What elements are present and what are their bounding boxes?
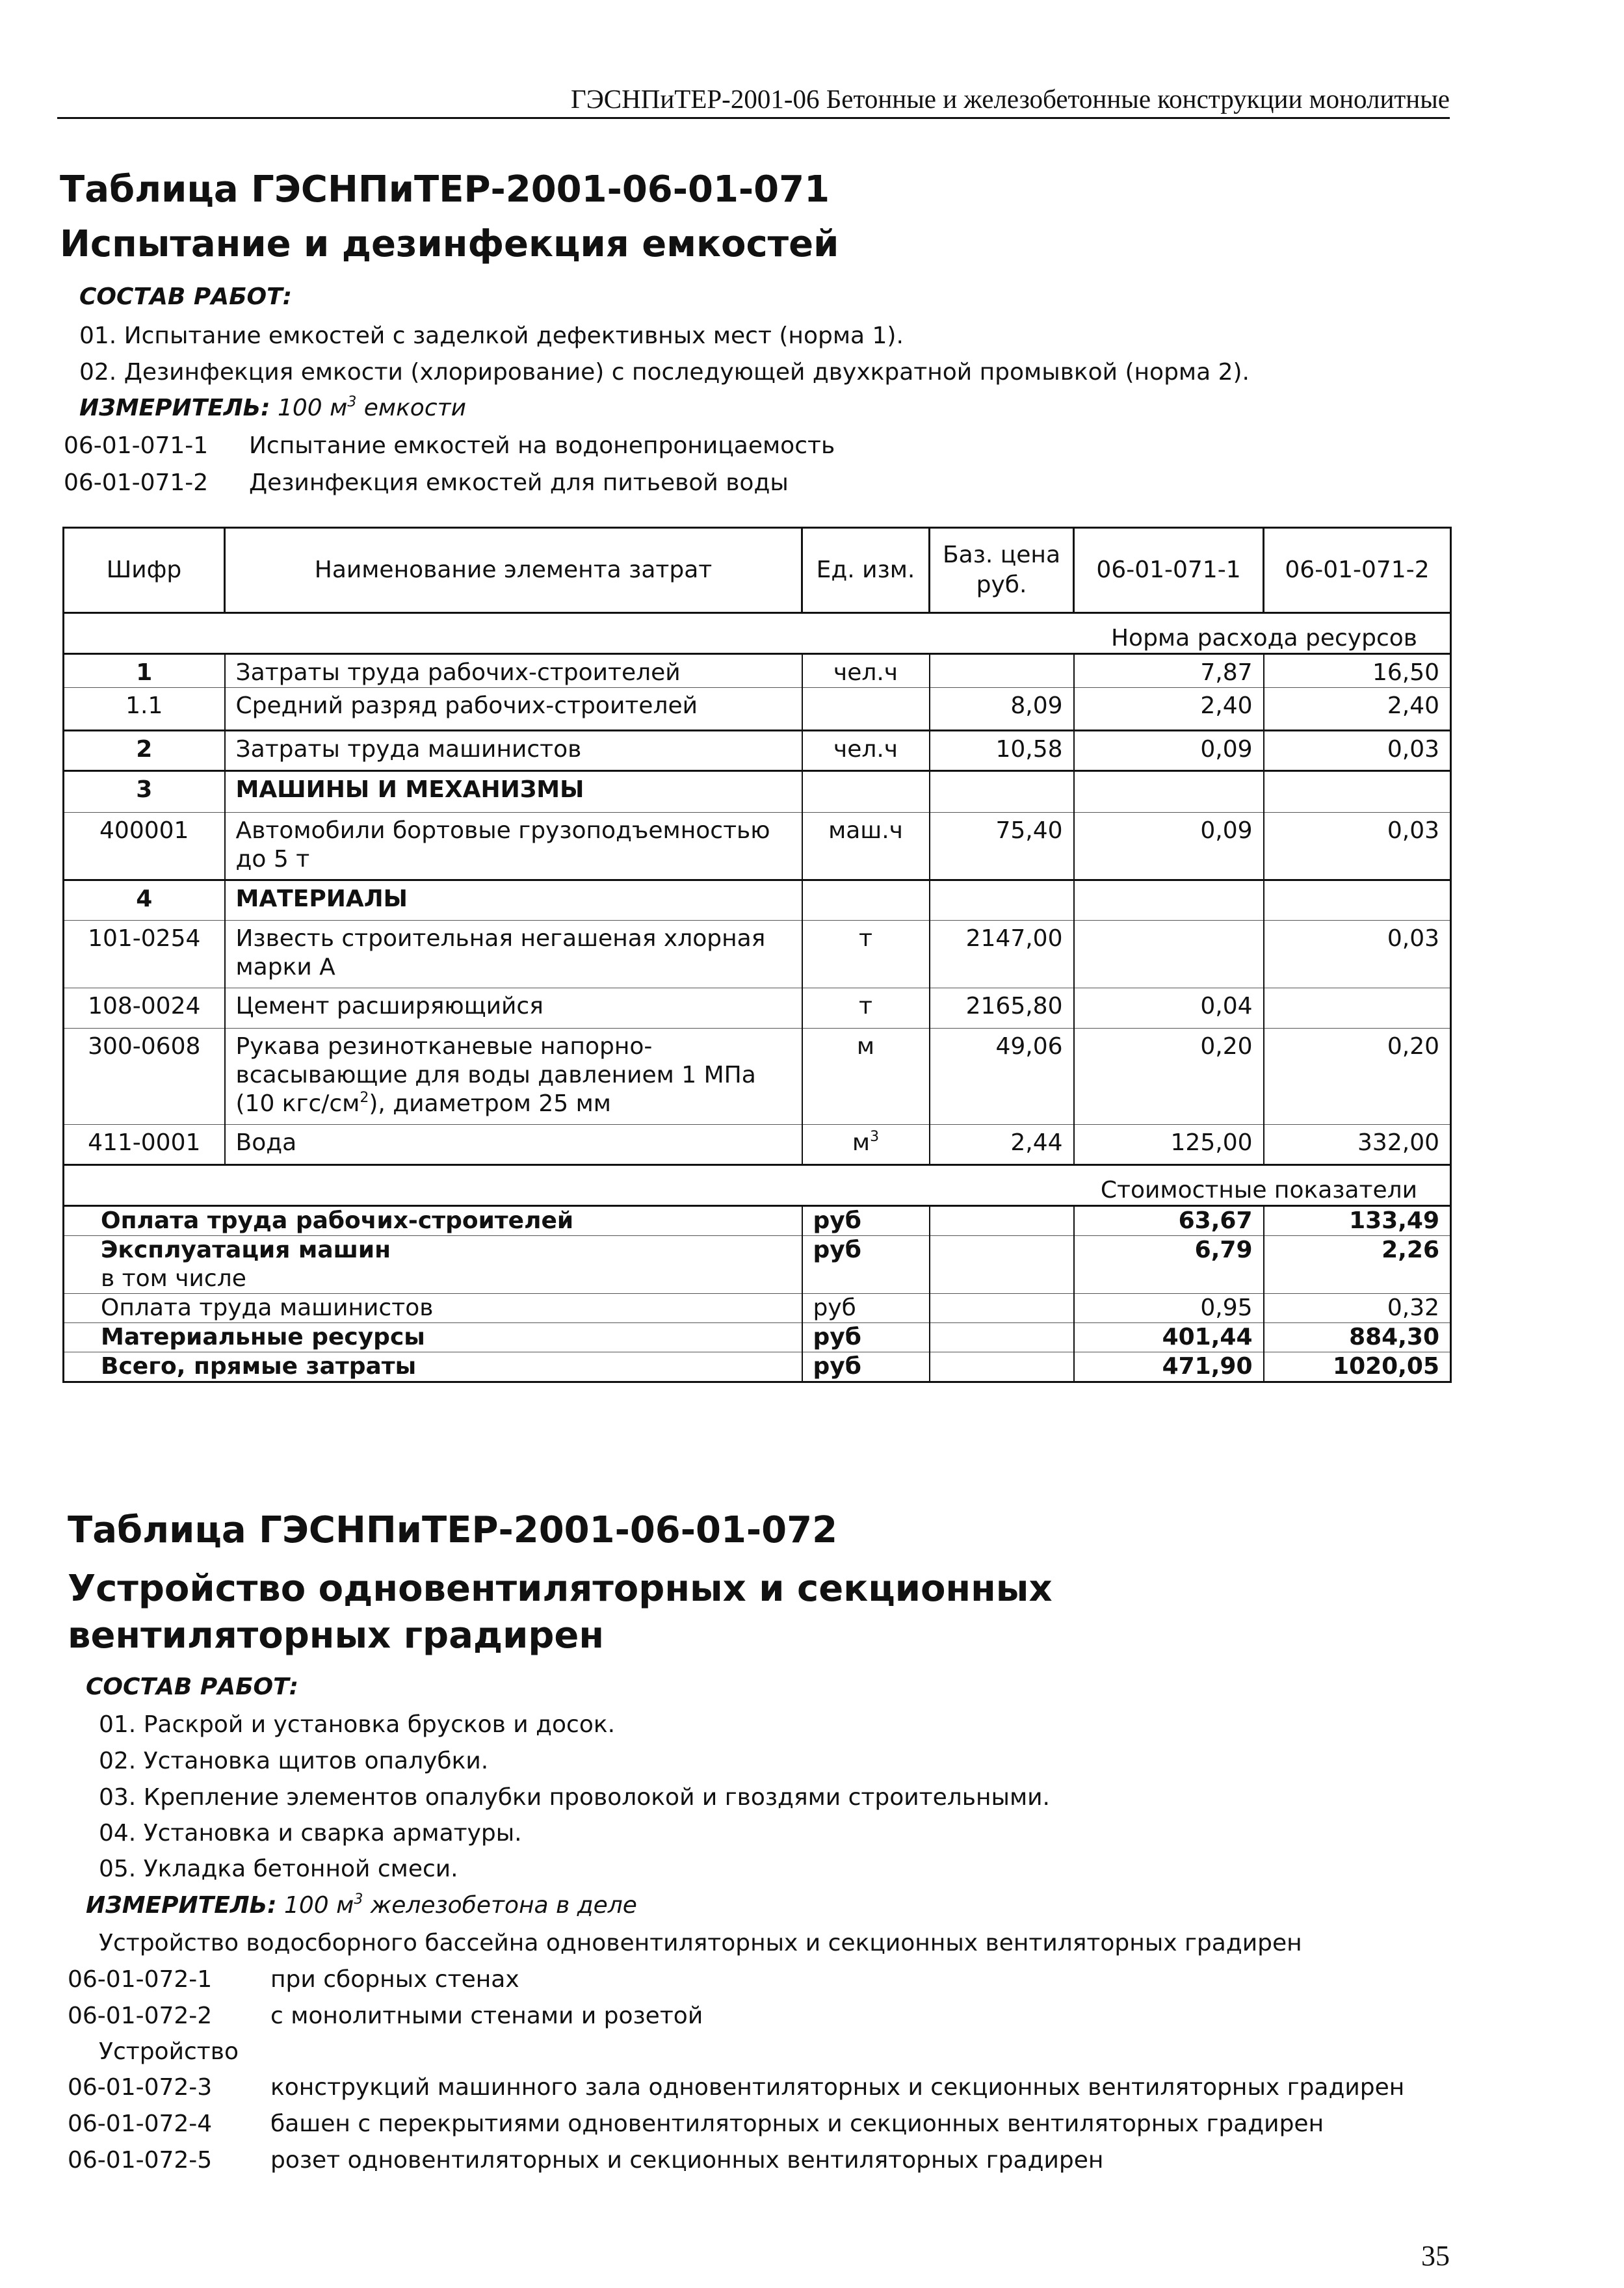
cost-value-1: 6,79: [1074, 1236, 1264, 1265]
row-code: 400001: [64, 813, 225, 880]
table-row: [64, 731, 1451, 771]
row-value-2: 0,03: [1264, 731, 1451, 771]
cost-name: в том числе: [64, 1265, 802, 1294]
table-row: [64, 880, 1451, 921]
norm-text: при сборных стенах: [270, 1966, 519, 1993]
row-code: 108-0024: [64, 988, 225, 1029]
row-code: 2: [64, 731, 225, 771]
row-name: МАШИНЫ И МЕХАНИЗМЫ: [225, 771, 802, 813]
row-unit-sup: 3: [870, 1129, 880, 1145]
row-value-2: 332,00: [1264, 1125, 1451, 1165]
table-row: [64, 654, 1451, 688]
row-unit: [802, 688, 930, 731]
cost-value-2: [1264, 1265, 1451, 1294]
cost-unit: руб: [802, 1352, 930, 1382]
work-item-071-2: 02. Дезинфекция емкости (хлорирование) с последующей двухкратной промывкой (норма 2).: [79, 359, 1250, 386]
norm-group-heading: Устройство: [99, 2038, 239, 2065]
cost-unit: руб: [802, 1323, 930, 1352]
table-row: [64, 921, 1451, 988]
measure-suffix: железобетона в деле: [363, 1892, 637, 1919]
cost-name: Материальные ресурсы: [64, 1323, 802, 1352]
table-row: [64, 688, 1451, 731]
row-name: Затраты труда рабочих-строителей: [225, 654, 802, 688]
cost-value-1: [1074, 1265, 1264, 1294]
row-unit: чел.ч: [802, 731, 930, 771]
cost-value-1: 471,90: [1074, 1352, 1264, 1382]
cost-value-1: 63,67: [1074, 1206, 1264, 1236]
work-item-072-2: 02. Установка щитов опалубки.: [99, 1748, 489, 1774]
row-price: 2,44: [930, 1125, 1074, 1165]
row-price: [930, 654, 1074, 688]
cost-name: Оплата труда машинистов: [64, 1294, 802, 1323]
table-row: [64, 1125, 1451, 1165]
header-norm-1: 06-01-071-1: [1074, 528, 1264, 613]
measure-071: [79, 395, 466, 421]
works-label-072: СОСТАВ РАБОТ:: [86, 1674, 299, 1700]
cost-price: [930, 1236, 1074, 1265]
cost-value-2: 1020,05: [1264, 1352, 1451, 1382]
row-unit: чел.ч: [802, 654, 930, 688]
measure-suffix: емкости: [356, 395, 466, 421]
cost-price: [930, 1323, 1074, 1352]
row-unit-base: м: [852, 1129, 871, 1156]
row-value-1: 125,00: [1074, 1125, 1264, 1165]
norm-text: Испытание емкостей на водонепроницаемость: [249, 432, 835, 459]
cost-price: [930, 1206, 1074, 1236]
row-name: Цемент расширяющийся: [225, 988, 802, 1029]
row-name: Известь строительная негашеная хлорная марки А: [225, 921, 802, 988]
cost-unit: руб: [802, 1206, 930, 1236]
cost-value-2: 133,49: [1264, 1206, 1451, 1236]
row-code: 411-0001: [64, 1125, 225, 1165]
works-label-071: СОСТАВ РАБОТ:: [79, 283, 293, 310]
cost-caption: Стоимостные показатели: [64, 1165, 1451, 1206]
row-name-part-b: ), диаметром 25 мм: [369, 1090, 611, 1117]
table-row: [64, 771, 1451, 813]
work-item-072-1: 01. Раскрой и установка брусков и досок.: [99, 1711, 616, 1738]
table-header-row: [64, 528, 1451, 613]
row-value-2: 2,40: [1264, 688, 1451, 731]
norm-code: 06-01-072-4: [68, 2110, 213, 2137]
norm-text: розет одновентиляторных и секционных вентиляторных градирен: [270, 2147, 1104, 2174]
table-row: [64, 813, 1451, 880]
row-value-1: 0,09: [1074, 731, 1264, 771]
cost-value-1: 401,44: [1074, 1323, 1264, 1352]
norm-code: 06-01-071-1: [64, 432, 209, 459]
row-code: 101-0254: [64, 921, 225, 988]
norm-code: 06-01-072-2: [68, 2003, 213, 2029]
row-code: 1: [64, 654, 225, 688]
row-price: [930, 771, 1074, 813]
row-price: [930, 880, 1074, 921]
table-071-title: Таблица ГЭСНПиТЕР-2001-06-01-071: [60, 168, 830, 211]
row-value-1: [1074, 771, 1264, 813]
row-unit: [802, 880, 930, 921]
cost-value-2: 884,30: [1264, 1323, 1451, 1352]
row-unit: м: [802, 1029, 930, 1125]
table-row: [64, 988, 1451, 1029]
row-name-part-a: Рукава резинотканевые напорно-всасывающие для воды давлением 1 МПа (10 кгс/см: [235, 1033, 756, 1117]
resource-norm-table: [62, 527, 1452, 1383]
row-name: Средний разряд рабочих-строителей: [225, 688, 802, 731]
cost-unit: руб: [802, 1294, 930, 1323]
cost-value-2: 2,26: [1264, 1236, 1451, 1265]
measure-prefix: 100 м: [283, 1892, 354, 1919]
row-code: 300-0608: [64, 1029, 225, 1125]
table-row: [64, 1029, 1451, 1125]
work-item-071-1: 01. Испытание емкостей с заделкой дефективных мест (норма 1).: [79, 322, 904, 349]
row-value-2: [1264, 880, 1451, 921]
header-norm-2: 06-01-071-2: [1264, 528, 1451, 613]
cost-price: [930, 1294, 1074, 1323]
measure-sup: 3: [347, 394, 357, 410]
row-value-1: 2,40: [1074, 688, 1264, 731]
row-price: 2165,80: [930, 988, 1074, 1029]
row-value-2: 0,03: [1264, 813, 1451, 880]
cost-row: [64, 1352, 1451, 1382]
cost-unit: руб: [802, 1236, 930, 1265]
row-name: Вода: [225, 1125, 802, 1165]
row-unit: т: [802, 921, 930, 988]
row-value-1: 7,87: [1074, 654, 1264, 688]
header-name: Наименование элемента затрат: [225, 528, 802, 613]
row-code: 1.1: [64, 688, 225, 731]
row-value-1: 0,09: [1074, 813, 1264, 880]
header-divider: [57, 117, 1450, 119]
norm-code: 06-01-071-2: [64, 469, 209, 496]
row-price: 49,06: [930, 1029, 1074, 1125]
norm-code: 06-01-072-5: [68, 2147, 213, 2174]
work-item-072-3: 03. Крепление элементов опалубки проволокой и гвоздями строительными.: [99, 1784, 1050, 1811]
cost-name: Эксплуатация машин: [64, 1236, 802, 1265]
row-value-2: 0,03: [1264, 921, 1451, 988]
header-unit: Ед. изм.: [802, 528, 930, 613]
cost-caption-row: [64, 1165, 1451, 1206]
cost-price: [930, 1352, 1074, 1382]
row-name: МАТЕРИАЛЫ: [225, 880, 802, 921]
norm-text: башен с перекрытиями одновентиляторных и секционных вентиляторных градирен: [270, 2110, 1324, 2137]
norm-caption-row: [64, 613, 1451, 654]
norm-code: 06-01-072-1: [68, 1966, 213, 1993]
cost-value-2: 0,32: [1264, 1294, 1451, 1323]
cost-row: [64, 1206, 1451, 1236]
header-code: Шифр: [64, 528, 225, 613]
table-072-subtitle: Устройство одновентиляторных и секционных вентиляторных градирен: [68, 1568, 1053, 1657]
row-value-2: 0,20: [1264, 1029, 1451, 1125]
row-code: 3: [64, 771, 225, 813]
cost-value-1: 0,95: [1074, 1294, 1264, 1323]
measure-label: ИЗМЕРИТЕЛЬ:: [86, 1892, 277, 1919]
cost-unit: [802, 1265, 930, 1294]
measure-label: ИЗМЕРИТЕЛЬ:: [79, 395, 270, 421]
row-value-1: [1074, 880, 1264, 921]
row-price: 10,58: [930, 731, 1074, 771]
row-unit: [802, 771, 930, 813]
measure-072: [86, 1892, 637, 1919]
measure-prefix: 100 м: [277, 395, 348, 421]
norm-group-heading: Устройство водосборного бассейна одновентиляторных и секционных вентиляторных градирен: [99, 1930, 1302, 1956]
row-value-1: 0,20: [1074, 1029, 1264, 1125]
row-unit: [802, 1125, 930, 1165]
table-071-subtitle: Испытание и дезинфекция емкостей: [60, 223, 839, 265]
row-name: Затраты труда машинистов: [225, 731, 802, 771]
row-price: 2147,00: [930, 921, 1074, 988]
row-unit: т: [802, 988, 930, 1029]
cost-row: [64, 1323, 1451, 1352]
measure-sup: 3: [354, 1891, 363, 1908]
row-name: Автомобили бортовые грузоподъемностью до 5 т: [225, 813, 802, 880]
row-name-sup: 2: [360, 1090, 369, 1106]
row-code: 4: [64, 880, 225, 921]
cost-row: [64, 1265, 1451, 1294]
norm-text: Дезинфекция емкостей для питьевой воды: [249, 469, 789, 496]
cost-name: Всего, прямые затраты: [64, 1352, 802, 1382]
cost-row: [64, 1236, 1451, 1265]
row-value-2: 16,50: [1264, 654, 1451, 688]
row-value-1: 0,04: [1074, 988, 1264, 1029]
cost-row: [64, 1294, 1451, 1323]
header-price: Баз. цена руб.: [930, 528, 1074, 613]
row-name: [225, 1029, 802, 1125]
table-072-title: Таблица ГЭСНПиТЕР-2001-06-01-072: [68, 1509, 838, 1551]
row-unit: маш.ч: [802, 813, 930, 880]
row-price: 8,09: [930, 688, 1074, 731]
page-number: 35: [1421, 2240, 1450, 2272]
row-price: 75,40: [930, 813, 1074, 880]
running-header: ГЭСНПиТЕР-2001-06 Бетонные и железобетонные конструкции монолитные: [571, 84, 1450, 114]
cost-name: Оплата труда рабочих-строителей: [64, 1206, 802, 1236]
row-value-2: [1264, 988, 1451, 1029]
norm-text: конструкций машинного зала одновентиляторных и секционных вентиляторных градирен: [270, 2074, 1405, 2101]
work-item-072-4: 04. Установка и сварка арматуры.: [99, 1820, 522, 1847]
cost-price: [930, 1265, 1074, 1294]
row-value-2: [1264, 771, 1451, 813]
work-item-072-5: 05. Укладка бетонной смеси.: [99, 1856, 458, 1882]
norm-caption: Норма расхода ресурсов: [64, 613, 1451, 654]
row-value-1: [1074, 921, 1264, 988]
norm-text: с монолитными стенами и розетой: [270, 2003, 703, 2029]
norm-code: 06-01-072-3: [68, 2074, 213, 2101]
